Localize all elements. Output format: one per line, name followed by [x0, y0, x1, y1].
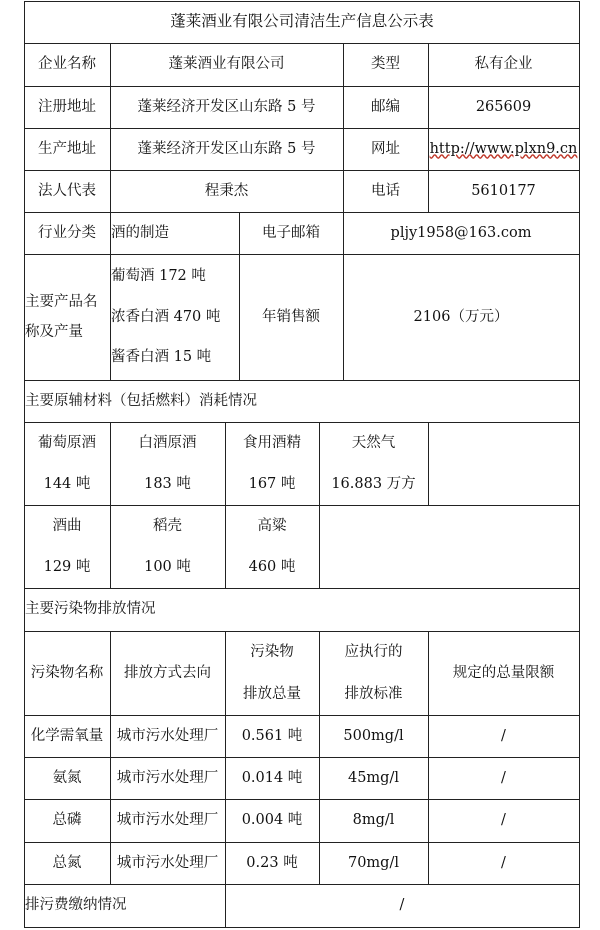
material-cell: [225, 505, 319, 588]
pollutant-header-standard-line2: 排放标准: [344, 685, 403, 702]
pollutant-limit: /: [501, 854, 506, 871]
material-name: 天然气: [351, 434, 396, 451]
material-name: 食用酒精: [243, 434, 301, 451]
material-amount: 100 吨: [144, 559, 191, 575]
materials-section-title: 主要原辅材料（包括燃料）消耗情况: [25, 392, 257, 409]
products-list: [111, 256, 239, 378]
postcode-value: 265609: [475, 98, 532, 115]
material-name: 高粱: [257, 517, 287, 534]
product-item: 葡萄酒 172 吨: [111, 268, 206, 285]
pollutant-header-total: [225, 631, 319, 715]
sales-value: 2106（万元）: [413, 308, 509, 325]
sales-label: 年销售额: [262, 308, 320, 325]
material-amount: 183 吨: [144, 476, 191, 492]
fee-value: /: [399, 897, 405, 914]
pollutant-limit: /: [501, 727, 506, 744]
material-cell: [24, 422, 110, 505]
pollutant-header-method: 排放方式去向: [124, 664, 211, 681]
legal-rep-label: 法人代表: [38, 182, 96, 199]
material-amount: 144 吨: [43, 476, 91, 492]
material-cell: [225, 422, 319, 505]
pollutant-total: 0.004 吨: [241, 812, 303, 829]
product-item: 酱香白酒 15 吨: [111, 349, 212, 366]
pollutant-standard: 70mg/l: [347, 854, 399, 871]
company-type-value: 私有企业: [474, 56, 533, 73]
website-value[interactable]: [428, 128, 579, 170]
industry-value: 酒的制造: [111, 224, 169, 241]
products-label: [25, 262, 110, 372]
table-title: 蓬莱酒业有限公司清洁生产信息公示表: [170, 12, 434, 31]
material-amount: 16.883 万方: [331, 476, 416, 492]
pollutant-total: 0.561 吨: [241, 727, 303, 744]
company-type-label: 类型: [371, 56, 400, 73]
legal-rep-value: 程秉杰: [204, 182, 249, 199]
material-amount: 129 吨: [43, 559, 91, 575]
prod-addr-label: 生产地址: [38, 140, 96, 157]
material-amount: 167 吨: [248, 476, 296, 492]
website-label: 网址: [371, 140, 400, 157]
phone-value: 5610177: [471, 182, 536, 199]
email-value: pljy1958@163.com: [390, 224, 532, 241]
material-name: 酒曲: [52, 517, 82, 534]
pollutant-method: 城市污水处理厂: [116, 854, 219, 871]
pollutant-total: 0.014 吨: [241, 769, 303, 786]
website-link[interactable]: http://www.plxn9.cn: [429, 140, 578, 157]
pollutant-standard: 45mg/l: [347, 769, 399, 786]
postcode-label: 邮编: [371, 98, 400, 115]
material-cell: [110, 422, 225, 505]
email-label: 电子邮箱: [262, 224, 320, 241]
pollutant-header-total-line2: 排放总量: [243, 685, 301, 702]
phone-label: 电话: [371, 182, 400, 199]
pollutant-name: 氨氮: [52, 769, 82, 786]
products-label-line2: 称及产量: [25, 324, 83, 340]
material-cell: [24, 505, 110, 588]
company-name-label: 企业名称: [38, 56, 96, 73]
material-name: 稻壳: [153, 517, 182, 534]
reg-addr-value: 蓬莱经济开发区山东路 5 号: [137, 98, 316, 115]
products-label-line1: 主要产品名: [25, 293, 98, 310]
fee-label: 排污费缴纳情况: [25, 897, 127, 914]
product-item: 浓香白酒 470 吨: [111, 308, 221, 325]
pollutant-header-limit: 规定的总量限额: [452, 664, 555, 681]
material-cell: [110, 505, 225, 588]
industry-label: 行业分类: [38, 224, 96, 241]
pollutant-standard: 8mg/l: [352, 812, 395, 829]
pollutant-header-standard-line1: 应执行的: [344, 643, 403, 660]
pollutant-header-total-line1: 污染物: [250, 643, 294, 660]
pollutant-name: 化学需氧量: [30, 727, 104, 744]
company-name-value: 蓬莱酒业有限公司: [168, 56, 285, 73]
material-name: 白酒原酒: [138, 434, 197, 451]
pollutants-section-title: 主要污染物排放情况: [25, 601, 156, 618]
pollutant-method: 城市污水处理厂: [116, 727, 219, 744]
pollutant-total: 0.23 吨: [246, 854, 298, 871]
pollutant-method: 城市污水处理厂: [116, 769, 219, 786]
material-amount: 460 吨: [248, 559, 296, 575]
pollutant-name: 总磷: [52, 812, 82, 829]
reg-addr-label: 注册地址: [38, 98, 96, 115]
pollutant-name: 总氮: [52, 854, 82, 871]
material-cell: [319, 422, 428, 505]
pollutant-limit: /: [501, 812, 506, 829]
pollutant-header-standard: [319, 631, 428, 715]
prod-addr-value: 蓬莱经济开发区山东路 5 号: [137, 140, 316, 157]
pollutant-standard: 500mg/l: [343, 727, 404, 744]
pollutant-limit: /: [501, 769, 506, 786]
material-name: 葡萄原酒: [38, 434, 96, 451]
pollutant-header-name: 污染物名称: [30, 664, 104, 681]
pollutant-method: 城市污水处理厂: [116, 812, 219, 829]
